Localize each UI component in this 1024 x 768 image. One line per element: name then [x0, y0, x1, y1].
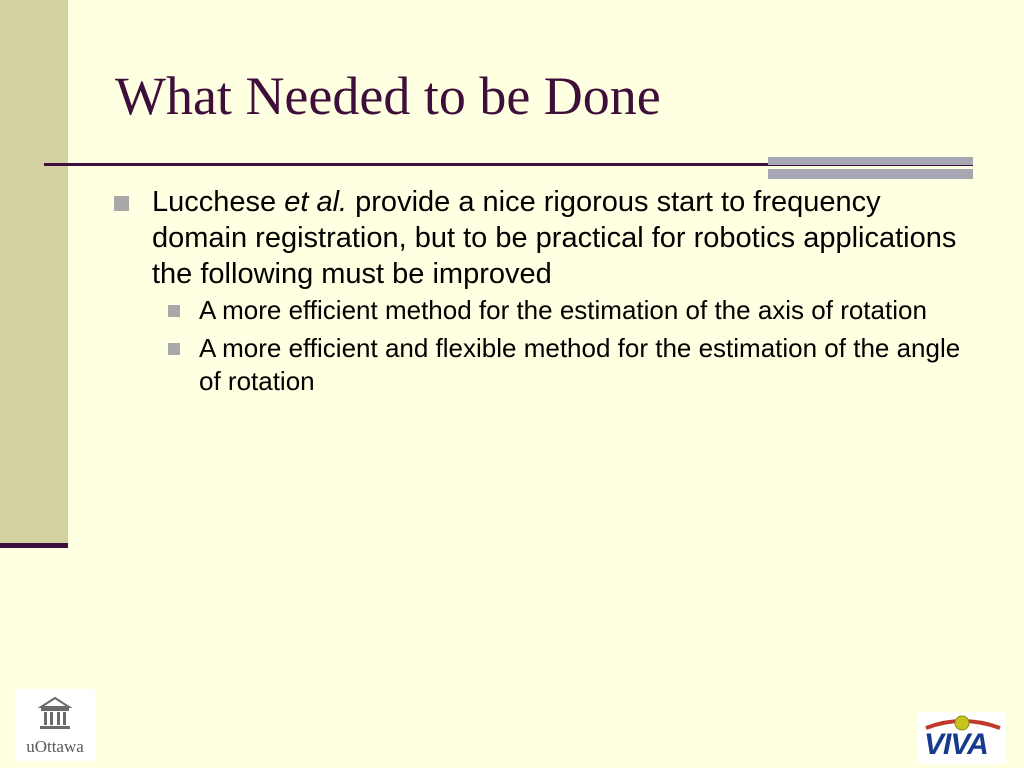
square-bullet-icon: [168, 343, 180, 355]
uottawa-label: uOttawa: [26, 737, 84, 756]
square-bullet-icon: [114, 196, 129, 211]
bullet-author: Lucchese: [152, 186, 277, 218]
uottawa-logo: [15, 689, 95, 761]
bullet-item: [114, 184, 974, 292]
sub-bullet-list: [114, 294, 974, 398]
viva-label: VIVA: [924, 728, 988, 761]
accent-bars: [768, 157, 973, 179]
university-building-icon: [37, 695, 73, 731]
bullet-emphasis: et al.: [284, 186, 348, 218]
sub-bullet-item: [164, 294, 969, 327]
side-decoration-underline: [0, 543, 68, 548]
square-bullet-icon: [168, 305, 180, 317]
bullet-text: provide a nice rigorous start to frequency domain registration, but to be practical for robotics applications the following must be improved: [152, 186, 957, 290]
viva-logo: [918, 712, 1006, 764]
bullet-list: [114, 184, 974, 403]
sub-bullet-text: A more efficient and flexible method for the estimation of the angle of rotation: [199, 333, 961, 396]
slide-title: What Needed to be Done: [115, 66, 661, 126]
side-decoration-bar: [0, 0, 68, 544]
sub-bullet-text: A more efficient method for the estimation of the axis of rotation: [199, 295, 927, 325]
sub-bullet-item: [164, 332, 969, 398]
